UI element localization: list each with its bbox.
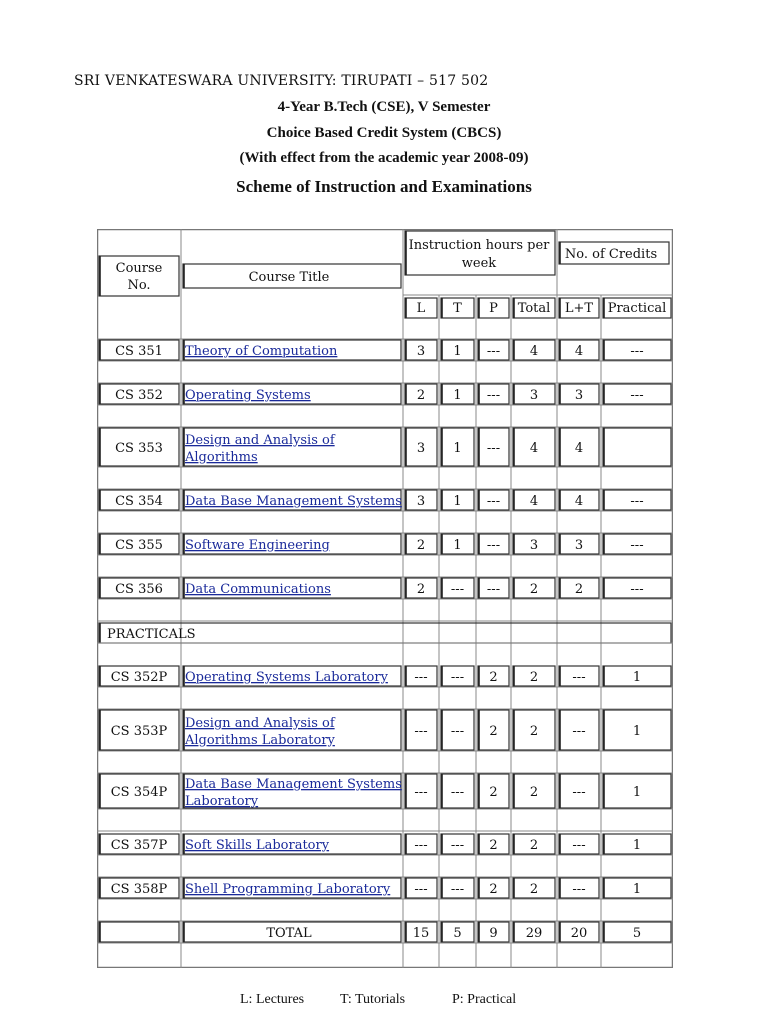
instruction-header-text: week [461,256,497,271]
value-text: 1 [632,838,642,853]
instruction-header-text: Instruction hours per [408,238,550,253]
course-title-link[interactable]: Algorithms [185,450,258,465]
value-text: --- [572,785,586,800]
course-no-text: CS 352P [110,670,168,685]
value-text: --- [414,882,428,897]
course-title-link[interactable]: Design and Analysis of [185,716,335,731]
program-heading: 4-Year B.Tech (CSE), V Semester [277,99,491,115]
value-text: 2 [529,785,539,800]
value-text: --- [414,785,428,800]
course-no-text: CS 352 [115,388,163,403]
course-title-link[interactable]: Soft Skills Laboratory [185,838,330,853]
value-text: --- [630,388,644,403]
value-text: --- [414,670,428,685]
value-text: 1 [453,344,462,359]
value-text: 1 [453,441,462,456]
total-value-text: 20 [570,926,588,941]
value-text: --- [486,344,501,359]
value-text: --- [450,724,465,739]
value-text: --- [486,441,501,456]
subheader-text: Practical [607,301,667,316]
value-text: 3 [574,388,584,403]
course-title-link[interactable]: Data Communications [185,582,331,597]
course-title-header-text: Course Title [248,270,330,285]
value-text: --- [630,344,644,359]
course-no-text: CS 353 [115,441,163,456]
course-no-text: CS 353P [110,724,168,739]
value-text: 2 [574,582,584,597]
legend-lectures: L: Lectures [240,992,305,1007]
scheme-table [97,229,673,968]
value-text: 4 [574,441,584,456]
course-title-link[interactable]: Operating Systems [185,388,311,403]
subheader-text: P [489,301,498,316]
course-no-text: CS 354P [110,785,168,800]
value-text: --- [450,582,465,597]
course-no-text: CS 358P [110,882,168,897]
value-text: 2 [489,882,498,897]
value-text: 3 [416,344,426,359]
value-text: --- [450,838,465,853]
value-text: 4 [529,441,539,456]
value-text: 2 [489,838,498,853]
subheader-text: L [416,301,426,316]
value-text: --- [572,724,586,739]
practicals-section-label: PRACTICALS [107,627,196,642]
value-text: 2 [529,582,539,597]
value-text: 1 [632,785,642,800]
course-no-text: CS 356 [115,582,163,597]
value-text: 2 [529,882,539,897]
total-value-text: 5 [632,926,642,941]
value-text: 1 [632,882,642,897]
value-text: 2 [529,724,539,739]
course-no-text: CS 351 [115,344,163,359]
value-text: 2 [416,582,426,597]
value-text: --- [486,388,501,403]
value-text: --- [414,724,428,739]
value-text: --- [450,670,465,685]
credits-header-text: No. of Credits [564,247,658,262]
value-text: --- [572,670,586,685]
course-title-link[interactable]: Data Base Management Systems [185,494,402,509]
value-text: 3 [529,538,539,553]
value-text: --- [572,838,586,853]
value-text: --- [486,538,501,553]
value-text: 4 [574,344,584,359]
university-heading: SRI VENKATESWARA UNIVERSITY: TIRUPATI – 517 502 [74,73,489,89]
total-value-text: 15 [412,926,430,941]
total-value-text: 29 [525,926,543,941]
value-text: 1 [453,388,462,403]
value-text: 2 [416,538,426,553]
course-title-link[interactable]: Shell Programming Laboratory [185,882,391,897]
course-no-text: CS 357P [110,838,168,853]
value-text: 2 [489,670,498,685]
total-blank-cell [99,922,179,942]
value-text: 2 [529,838,539,853]
value-text: 2 [416,388,426,403]
total-value-text: 5 [453,926,462,941]
value-text: 4 [529,494,539,509]
value-text: 4 [529,344,539,359]
value-text: --- [450,785,465,800]
value-text: 3 [416,494,426,509]
value-text: 2 [489,785,498,800]
course-title-link[interactable]: Laboratory [185,794,259,809]
subheader-text: L+T [564,301,594,316]
course-no-text: CS 355 [115,538,163,553]
course-no-header-text: No. [127,278,151,293]
value-text: --- [486,582,501,597]
value-text: 2 [529,670,539,685]
value-text: 1 [632,724,642,739]
course-title-link[interactable]: Data Base Management Systems [185,777,402,792]
value-text: 3 [416,441,426,456]
value-text: 3 [529,388,539,403]
value-text: --- [450,882,465,897]
effect-heading: (With effect from the academic year 2008-09) [239,150,529,166]
course-title-link[interactable]: Design and Analysis of [185,433,335,448]
course-no-text: CS 354 [115,494,163,509]
value-text: 3 [574,538,584,553]
course-title-link[interactable]: Software Engineering [185,538,330,553]
value-text: --- [572,882,586,897]
value-text: --- [630,538,644,553]
total-value-text: 9 [489,926,498,941]
value-text: 1 [453,494,462,509]
value-text: --- [414,838,428,853]
value-text: --- [630,582,644,597]
course-title-link[interactable]: Theory of Computation [185,344,338,359]
value-text: 2 [489,724,498,739]
subheader-text: Total [517,301,551,316]
subheader-text: T [453,301,462,316]
value-text: 4 [574,494,584,509]
total-label-text: TOTAL [266,926,312,941]
value-text: 1 [632,670,642,685]
value-text: --- [486,494,501,509]
course-title-link[interactable]: Algorithms Laboratory [185,733,335,748]
system-heading: Choice Based Credit System (CBCS) [266,125,502,141]
value-text: 1 [453,538,462,553]
value-cell [603,428,671,466]
legend-tutorials: T: Tutorials [340,992,406,1007]
course-no-header-text: Course [115,261,163,276]
legend-practical: P: Practical [452,992,517,1007]
value-text: --- [630,494,644,509]
scheme-heading: Scheme of Instruction and Examinations [236,177,532,196]
course-title-link[interactable]: Operating Systems Laboratory [185,670,388,685]
